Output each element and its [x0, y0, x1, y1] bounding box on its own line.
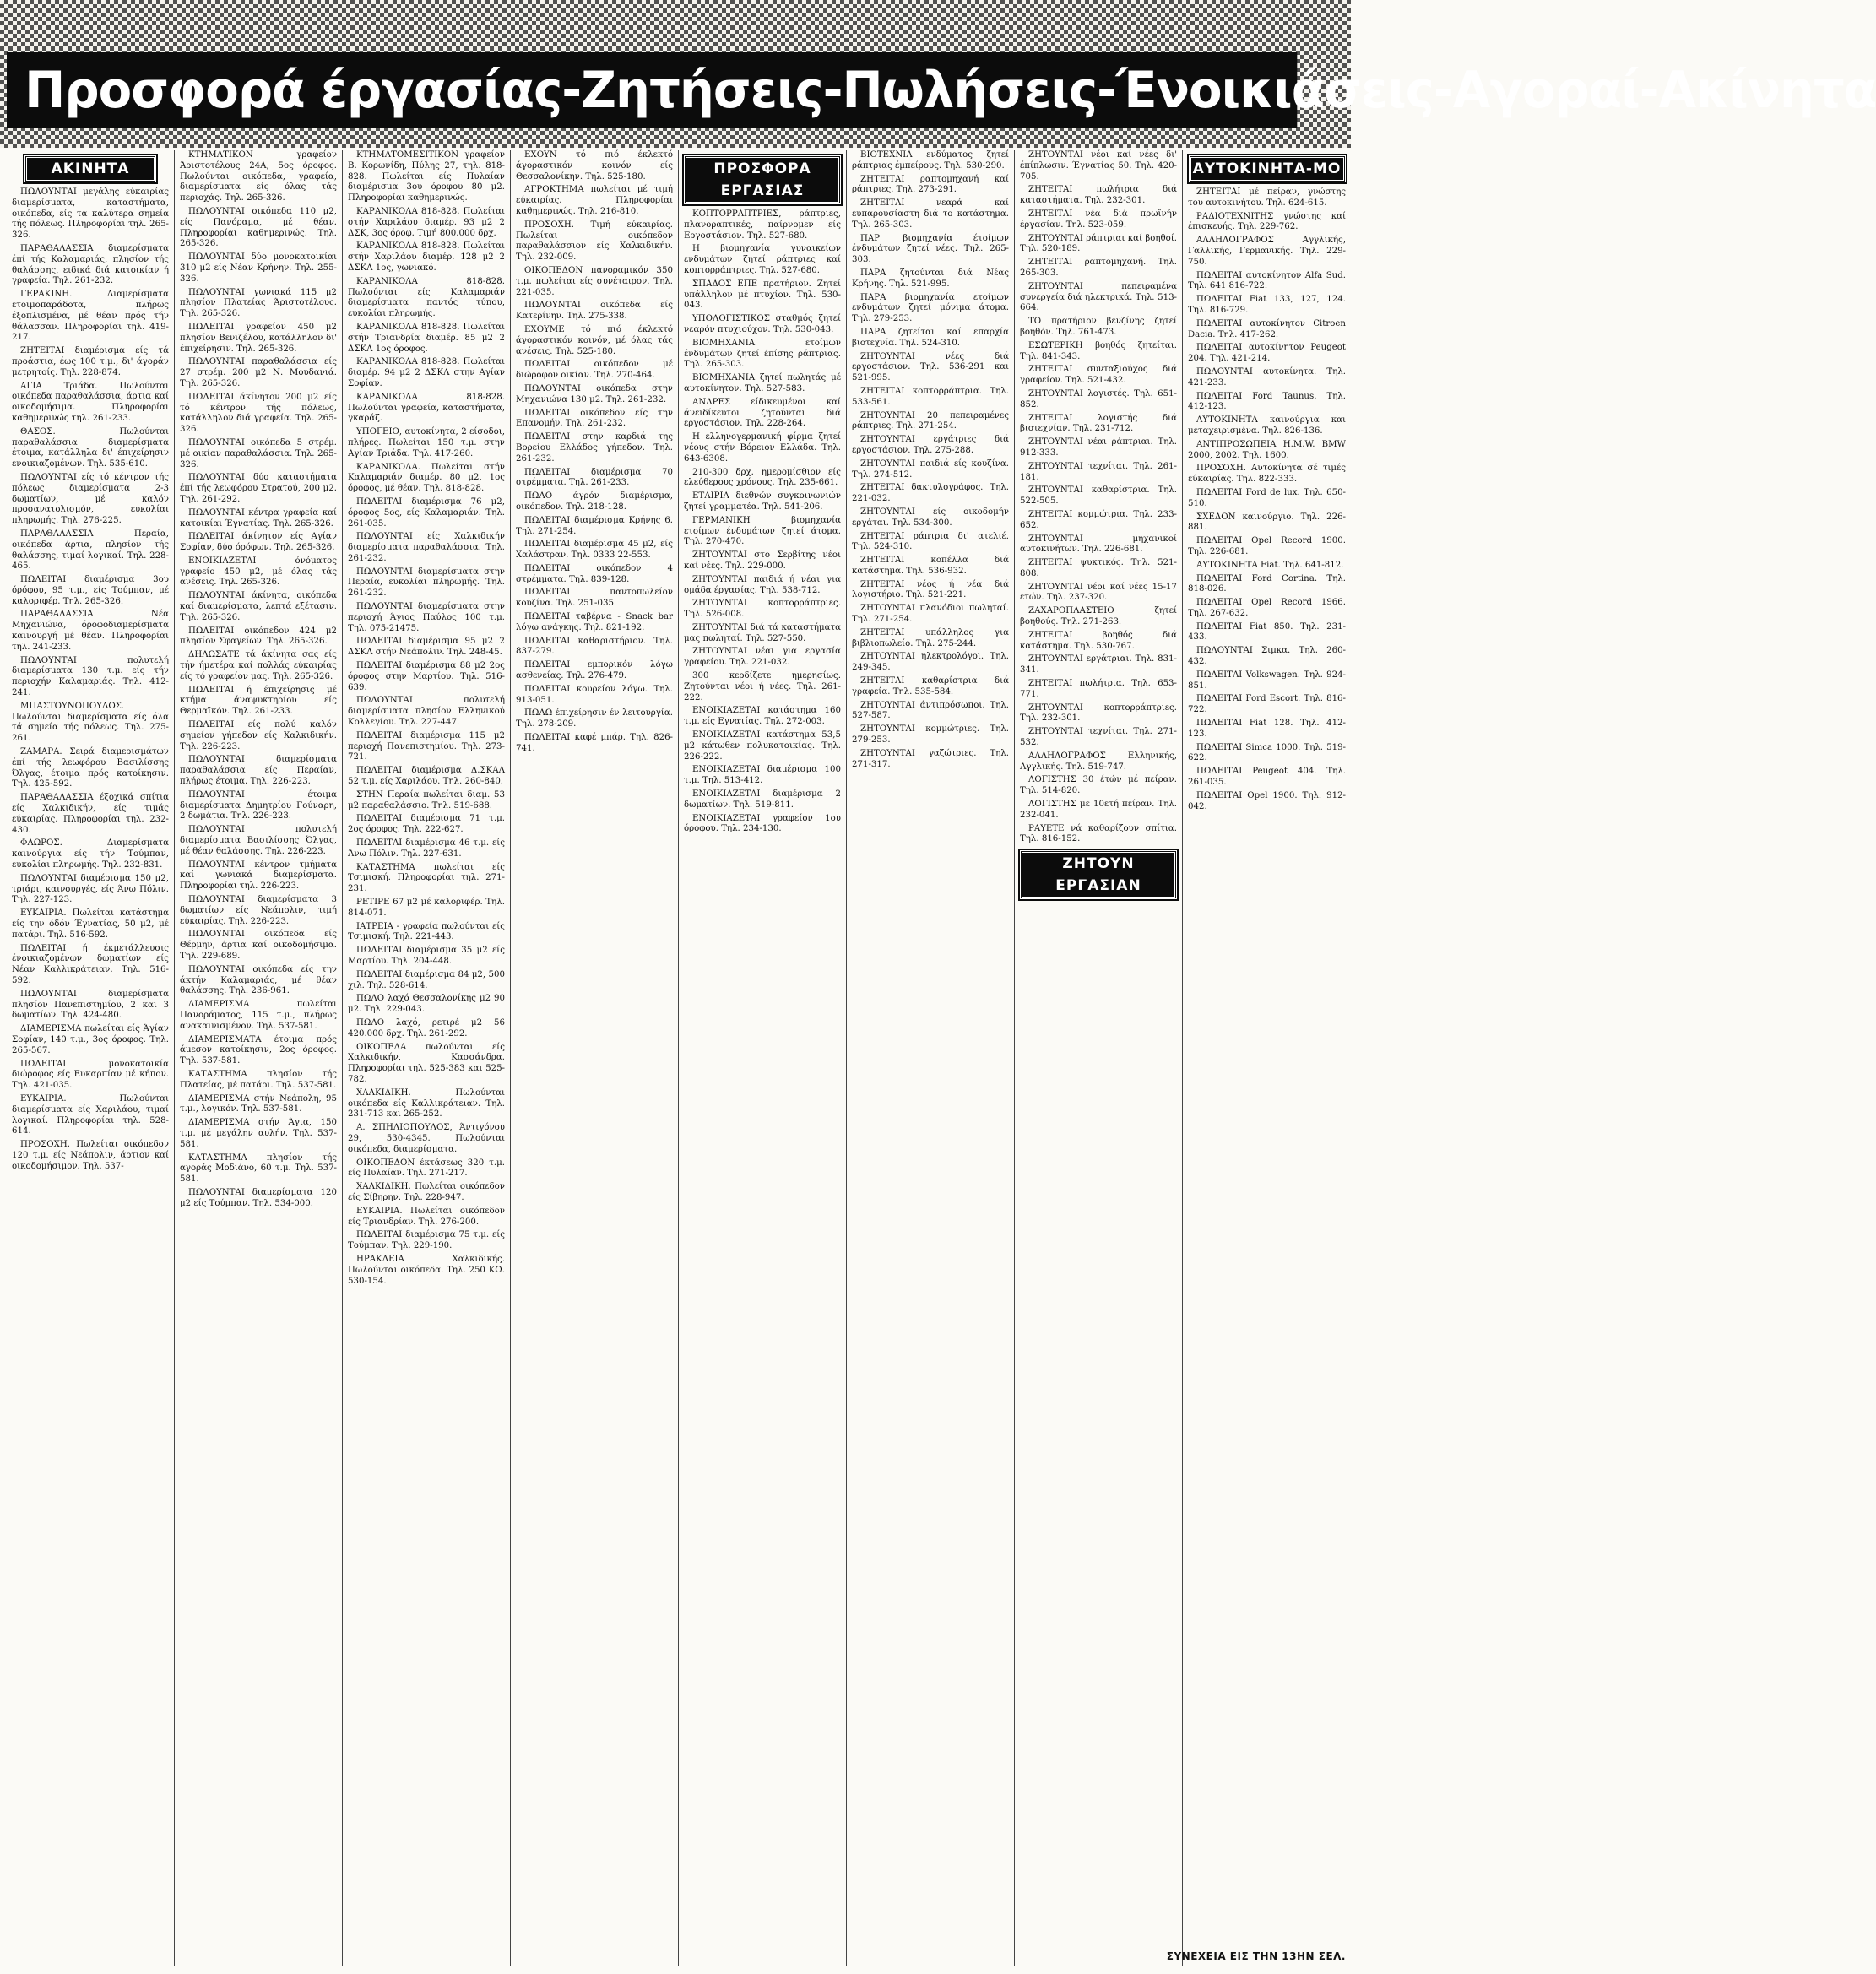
column-2 — [175, 150, 343, 1966]
classified-ad: ΠΩΛΟ λαχό Θεσσαλονίκης μ2 90 μ2. Τηλ. 229-043. — [348, 994, 505, 1015]
classified-ad: ΡΕΤΙΡΕ 67 μ2 μέ καλοριφέρ. Τηλ. 814-071. — [348, 898, 505, 918]
classified-ad: ΠΑΡ' βιομηχανία έτοίμων ένδυμάτων ζητεί νέες. Τηλ. 265-303. — [852, 233, 1009, 265]
classified-ad: ΚΑΡΑΝΙΚΟΛΑ 818-828. Πωλούνται είς Καλαμαριάν διαμερίσματα παντός τύπου, ευκολίαι πληρωμής. — [348, 276, 505, 319]
classified-ad: ΕΧΟΥΜΕ τό πιό έκλεκτό άγοραστικόν κοινόν, μέ όλας τάς ανέσεις. Τηλ. 525-180. — [516, 324, 673, 356]
classified-ad: ΠΩΛΕΙΤΑΙ διαμέρισμα 75 τ.μ. είς Τούμπαν. Τηλ. 229-190. — [348, 1230, 505, 1251]
column-1 — [7, 150, 175, 1966]
classified-ad: ΖΗΤΟΥΝΤΑΙ νέοι καί νέες 15-17 ετών. Τηλ. 237-320. — [1020, 582, 1177, 603]
classified-ad: ΖΗΤΟΥΝΤΑΙ είς οικοδομήν εργάται. Τηλ. 534-300. — [852, 507, 1009, 528]
classified-ad: ΤΟ πρατήριον βενζίνης ζητεί βοηθόν. Τηλ. 761-473. — [1020, 317, 1177, 337]
column-items — [684, 209, 841, 835]
column-7 — [1015, 150, 1183, 1966]
classified-ad: ΕΥΚΑΙΡΙΑ. Πωλείται οικόπεδον είς Τριανδρίαν. Τηλ. 276-200. — [348, 1206, 505, 1227]
classified-ad: ΖΗΤΕΙΤΑΙ ράπτρια δι' ατελιέ. Τηλ. 524-310. — [852, 531, 1009, 552]
classified-ad: ΖΗΤΕΙΤΑΙ ψυκτικός. Τηλ. 521-808. — [1020, 558, 1177, 578]
classified-ad: ΒΙΟΤΕΧΝΙΑ ενδύματος ζητεί ράπτριας έμπείρους. Τηλ. 530-290. — [852, 150, 1009, 171]
classified-ad: ΖΗΤΟΥΝΤΑΙ κοπτορράπτριες. Τηλ. 526-008. — [684, 599, 841, 620]
classified-ad: ΠΩΛΕΙΤΑΙ διαμέρισμα 46 τ.μ. είς Άνω Πόλιν. Τηλ. 227-631. — [348, 838, 505, 859]
classified-ad: ΖΗΤΟΥΝΤΑΙ καθαρίστρια. Τηλ. 522-505. — [1020, 485, 1177, 507]
classified-ad: ΖΗΤΟΥΝΤΑΙ νέαι για εργασία γραφείου. Τηλ. 221-032. — [684, 647, 841, 668]
classified-ad: ΠΩΛΕΙΤΑΙ διαμέρισμα 70 στρέμματα. Τηλ. 261-233. — [516, 467, 673, 488]
classified-ad: ΠΩΛΟΥΝΤΑΙ διαμερίσματα 3 δωματίων είς Νεάπολιν, τιμή εύκαιρίας. Τηλ. 226-223. — [180, 895, 337, 926]
section-heading-zitoun-ergasian: ΖΗΤΟΥΝ ΕΡΓΑΣΙΑΝ — [1020, 850, 1177, 899]
classified-ad: ΠΩΛΕΙΤΑΙ διαμέρισμα 95 μ2 2 ΔΣΚΛ στήν Νεάπολιν. Τηλ. 248-45. — [348, 637, 505, 658]
classified-ad: ΠΩΛΕΙΤΑΙ Peugeot 404. Τηλ. 261-035. — [1188, 767, 1346, 788]
column-3 — [343, 150, 511, 1966]
classified-ad: ΜΠΑΣΤΟΥΝΟΠΟΥΛΟΣ. Πωλούνται διαμερίσματα είς όλα τά σημεία τής πόλεως. Τηλ. 275-261. — [12, 701, 169, 744]
classified-ad: ΟΙΚΟΠΕΔΑ πωλούνται είς Χαλκιδικήν, Κασσάνδρα. Πληροφορίαι τηλ. 525-383 και 525-782. — [348, 1042, 505, 1084]
classified-ad: ΠΩΛΟ λαχό, ρετιρέ μ2 56 420.000 δρχ. Τηλ. 261-292. — [348, 1017, 505, 1039]
continuation-note: ΣΥΝΕΧΕΙΑ ΕΙΣ ΤΗΝ 13ΗΝ ΣΕΛ. — [1166, 1950, 1346, 1962]
classified-ad: ΖΗΤΟΥΝΤΑΙ τεχνίται. Τηλ. 261-181. — [1020, 461, 1177, 482]
section-heading-akinita: ΑΚΙΝΗΤΑ — [24, 155, 156, 182]
classified-ad: ΠΡΟΣΟΧΗ. Τιμή εύκαιρίας. Πωλείται οικόπεδον παραθαλάσσιον είς Χαλκιδικήν. Τηλ. 232-009. — [516, 220, 673, 263]
classified-ad: 210-300 δρχ. ημερομίσθιον είς ελεύθερους χρόνους. Τηλ. 235-661. — [684, 467, 841, 488]
classified-ad: ΠΩΛΟΥΝΤΑΙ παραθαλάσσια είς 27 στρέμ. 200 μ2 Ν. Μουδανιά. Τηλ. 265-326. — [180, 357, 337, 388]
classified-ad: ΠΩΛΟΥΝΤΑΙ μεγάλης εύκαιρίας διαμερίσματα, καταστήματα, οικόπεδα, είς τα καλύτερα σημεία τής πόλεως. Πληροφορίαι τηλ. 265-326. — [12, 187, 169, 241]
classified-ad: ΖΗΤΕΙΤΑΙ δακτυλογράφος. Τηλ. 221-032. — [852, 483, 1009, 504]
classified-ad: ΥΠΟΛΟΓΙΣΤΙΚΟΣ σταθμός ζητεί νεαρόν πτυχιούχον. Τηλ. 530-043. — [684, 314, 841, 334]
classified-ad: ΖΗΤΟΥΝΤΑΙ παιδιά είς κουζίνα. Τηλ. 274-512. — [852, 458, 1009, 480]
classified-ad: ΖΗΤΟΥΝΤΑΙ πλανόδιοι πωληταί. Τηλ. 271-254. — [852, 604, 1009, 625]
classified-ad: ΖΗΤΕΙΤΑΙ βοηθός διά κατάστημα. Τηλ. 530-767. — [1020, 630, 1177, 651]
classified-ad: ΖΗΤΟΥΝΤΑΙ παιδιά ή νέαι για ομάδα έργασίας. Τηλ. 538-712. — [684, 574, 841, 595]
classified-ad: ΖΗΤΟΥΝΤΑΙ γαζώτριες. Τηλ. 271-317. — [852, 748, 1009, 769]
classified-ad: ΠΩΛΟΥΝΤΑΙ διαμερίσματα στην περιοχή Άγιος Παύλος 100 τ.μ. Τηλ. 075-21475. — [348, 602, 505, 633]
page-banner-title: Προσφορά έργασίας-Ζητήσεις-Πωλήσεις-Ένοικιάσεις-Αγοραί-Ακίνητα — [7, 52, 1297, 128]
classified-ad: ΚΑΡΑΝΙΚΟΛΑ 818-828. Πωλείται στήν Χαριλάου διαμέρ. 93 μ2 2 ΔΣΚ, 3ος όροφ. Τιμή 800.000 δρχ. — [348, 206, 505, 238]
classified-ad: ΕΝΟΙΚΙΑΖΕΤΑΙ γραφείον 1ου όροφου. Τηλ. 234-130. — [684, 813, 841, 834]
column-6 — [847, 150, 1015, 1966]
classified-ad: ΚΑΡΑΝΙΚΟΛΑ 818-828. Πωλείται στήν Τριανδρία διαμέρ. 85 μ2 2 ΔΣΚΛ 1ος όροφος. — [348, 322, 505, 354]
classified-ad: ΠΩΛΟΥΝΤΑΙ διαμερίσματα παραθαλάσσια είς Περαίαν, πλήρως έτοιμα. Τηλ. 226-223. — [180, 755, 337, 787]
classified-ad: ΖΗΤΟΥΝΤΑΙ νέοι καί νέες δι' έπίπλωσιν. Έγνατίας 50. Τηλ. 420-705. — [1020, 150, 1177, 182]
classified-ad: ΖΗΤΕΙΤΑΙ νέα διά πρωϊνήν έργασίαν. Τηλ. 523-059. — [1020, 209, 1177, 230]
classified-ad: ΠΩΛΕΙΤΑΙ Fiat 850. Τηλ. 231-433. — [1188, 621, 1346, 643]
classified-ad: ΠΩΛΕΙΤΑΙ διαμέρισμα 45 μ2, είς Χαλάστραν. Τηλ. 0333 22-553. — [516, 540, 673, 561]
classified-ad: ΑΝΔΡΕΣ είδικευμένοι καί άνειδίκευτοι ζητούνται διά εργοστάσιον. Τηλ. 228-264. — [684, 397, 841, 429]
classified-ad: ΚΑΤΑΣΤΗΜΑ πωλείται είς Τσιμισκή. Πληροφορίαι τηλ. 271-231. — [348, 862, 505, 894]
classified-ad: ΖΗΤΕΙΤΑΙ ραπτομηχανή καί ράπτριες. Τηλ. 273-291. — [852, 174, 1009, 195]
classified-ad: ΣΧΕΔΟΝ καινούργιο. Τηλ. 226-881. — [1188, 512, 1346, 533]
classified-ad: ΠΩΛΟΥΝΤΑΙ οικόπεδα 110 μ2, είς Πανόραμα, μέ θέαν. Πληροφορίαι καθημερινώς. Τηλ. 265-326. — [180, 206, 337, 249]
classified-ad: ΒΙΟΜΗΧΑΝΙΑ ετοίμων ένδυμάτων ζητεί έπίσης ράπτριας. Τηλ. 265-303. — [684, 338, 841, 370]
classified-ad: ΠΩΛΟΥΝΤΑΙ έτοιμα διαμερίσματα Δημητρίου Γούναρη, 2 δωμάτια. Τηλ. 226-223. — [180, 789, 337, 822]
classified-ad: ΖΗΤΟΥΝΤΑΙ διά τά καταστήματα μας πωληταί. Τηλ. 527-550. — [684, 622, 841, 643]
classified-ad: ΠΩΛΟΥΝΤΑΙ είς τό κέντρον τής πόλεως διαμερίσματα 2-3 δωματίων, μέ καλόν προσανατολισμόν, ευκολίαι πληρωμής. Τηλ. 276-225. — [12, 472, 169, 526]
classified-ad: ΑΥΤΟΚΙΝΗΤΑ Fiat. Τηλ. 641-812. — [1196, 560, 1344, 570]
classified-ad: ΧΑΛΚΙΔΙΚΗ. Πωλείται οικόπεδον είς Σίβηρην. Τηλ. 228-947. — [348, 1182, 505, 1202]
classified-ad: ΠΩΛΕΙΤΑΙ ή έκμετάλλευσις ένοικιαζομένων δωματίων είς Νέαν Καλλικράτειαν. Τηλ. 516-592. — [12, 943, 169, 985]
classified-ad: ΠΩΛΕΙΤΑΙ διαμέρισμα Δ.ΣΚΑΛ 52 τ.μ. είς Χαριλάου. Τηλ. 260-840. — [348, 766, 505, 787]
classified-ad: ΠΩΛΟΥΝΤΑΙ πολυτελή διαμερίσματα Βασιλίσσης Όλγας, μέ θέαν θαλάσσης. Τηλ. 226-223. — [180, 825, 337, 856]
classified-ad: ΠΩΛΟΥΝΤΑΙ δύο μονοκατοικίαι 310 μ2 είς Νέαν Κρήνην. Τηλ. 255-326. — [180, 252, 337, 284]
classified-ad: ΖΗΤΕΙΤΑΙ υπάλληλος για βιβλιοπωλείο. Τηλ. 275-244. — [852, 627, 1009, 648]
classified-ad: ΠΩΛΕΙΤΑΙ οικόπεδον είς την Επανομήν. Τηλ. 261-232. — [516, 408, 673, 429]
classified-ad: ΖΗΤΕΙΤΑΙ νεαρά καί ευπαρουσίαστη διά το κατάστημα. Τηλ. 265-303. — [852, 198, 1009, 230]
column-items — [1020, 150, 1177, 845]
classified-ad: ΣΠΑΔΟΣ ΕΠΕ πρατήριον. Ζητεί υπάλληλον μέ πτυχίον. Τηλ. 530-043. — [684, 279, 841, 311]
classified-ad: ΠΩΛΕΙΤΑΙ αυτοκίνητον Citroen Dacia. Τηλ. 417-262. — [1188, 318, 1346, 339]
classified-ad: ΖΗΤΕΙΤΑΙ κοπέλλα διά κατάστημα. Τηλ. 536-932. — [852, 556, 1009, 576]
classified-ad: ΠΩΛΕΙΤΑΙ Ford de lux. Τηλ. 650-510. — [1188, 487, 1346, 508]
classified-ad: ΑΝΤΙΠΡΟΣΩΠΕΙΑ Η.Μ.W. BMW 2000, 2002. Τηλ. 1600. — [1188, 439, 1346, 460]
classified-ad: ΠΩΛΕΙΤΑΙ Volkswagen. Τηλ. 924-851. — [1188, 670, 1346, 691]
classified-ad: ΠΩΛΕΙΤΑΙ Ford Escort. Τηλ. 816-722. — [1188, 694, 1346, 715]
classified-ad: Η βιομηχανία γυναικείων ενδυμάτων ζητεί ράπτριες καί κοπτορράπτριες. Τηλ. 527-680. — [684, 244, 841, 275]
classified-ad: ΖΗΤΕΙΤΑΙ νέος ή νέα διά λογιστήριο. Τηλ. 521-221. — [852, 579, 1009, 600]
classified-ad: ΠΑΡΑΘΑΛΑΣΣΙΑ Περαία, οικόπεδα άρτια, πλησίον τής θαλάσσης, τιμαί λογικαί. Τηλ. 228-465. — [12, 529, 169, 572]
classified-ad: ΓΕΡΜΑΝΙΚΗ βιομηχανία ετοίμων ένδυμάτων ζητεί άτομα. Τηλ. 270-470. — [684, 515, 841, 547]
classified-ad: ΖΗΤΕΙΤΑΙ λογιστής διά βιοτεχνίαν. Τηλ. 231-712. — [1020, 413, 1177, 434]
classified-ad: ΠΩΛΩ έπιχείρησιν έν λειτουργία. Τηλ. 278-209. — [516, 708, 673, 729]
classified-ad: ΛΟΓΙΣΤΗΣ 30 έτών μέ πείραν. Τηλ. 514-820. — [1020, 775, 1177, 796]
classified-ad: ΠΩΛΕΙΤΑΙ Opel Record 1966. Τηλ. 267-632. — [1188, 598, 1346, 618]
classified-ad: ΠΩΛΕΙΤΑΙ Opel Record 1900. Τηλ. 226-681. — [1188, 536, 1346, 556]
classified-ad: ΠΩΛΟΥΝΤΑΙ οικόπεδα είς Θέρμην, άρτια καί οικοδομήσιμα. Τηλ. 229-689. — [180, 930, 337, 961]
classified-ad: ΠΩΛΟΥΝΤΑΙ οικόπεδα 5 στρέμ. μέ οικίαν παραθαλάσσια. Τηλ. 265-326. — [180, 437, 337, 469]
classified-ad: ΠΡΟΣΟΧΗ. Αυτοκίνητα σέ τιμές εύκαιρίας. Τηλ. 822-333. — [1188, 464, 1346, 485]
classified-ad: ΠΩΛΕΙΤΑΙ εμπορικόν λόγω ασθενείας. Τηλ. 276-479. — [516, 660, 673, 681]
classified-ad: ΡΑΥΕΤΕ νά καθαρίζουν σπίτια. Τηλ. 816-152. — [1020, 823, 1177, 844]
section-heading-prosfora-ergasias: ΠΡΟΣΦΟΡΑ ΕΡΓΑΣΙΑΣ — [684, 155, 841, 204]
classified-ad: ΠΩΛΕΙΤΑΙ διαμέρισμα 35 μ2 είς Μαρτίου. Τηλ. 204-448. — [348, 946, 505, 966]
classified-ad: ΠΩΛΕΙΤΑΙ αυτοκίνητον Alfa Sud. Τηλ. 641 816-722. — [1188, 270, 1346, 291]
classified-ad: ΠΩΛΟΥΝΤΑΙ διαμερίσματα 120 μ2 είς Τούμπαν. Τηλ. 534-000. — [180, 1187, 337, 1208]
classified-ad: ΔΙΑΜΕΡΙΣΜΑ πωλείται Πανοράματος, 115 τ.μ., πλήρως ανακαινισμένον. Τηλ. 537-581. — [180, 1000, 337, 1031]
classified-ad: ΦΛΩΡΟΣ. Διαμερίσματα καινούργια είς τήν Τούμπαν, ευκολίαι πληρωμής. Τηλ. 232-831. — [12, 838, 169, 870]
classified-ad: ΠΑΡΑ βιομηχανία ετοίμων ενδυμάτων ζητεί μόνιμα άτομα. Τηλ. 279-253. — [852, 292, 1009, 324]
classified-ad: 300 κερδίζετε ημερησίως. Ζητούνται νέοι ή νέες. Τηλ. 261-222. — [684, 671, 841, 702]
classified-ad: Η ελληνογερμανική φίρμα ζητεί νέους στήν Βόρειον Ελλάδα. Τηλ. 643-6308. — [684, 432, 841, 464]
classified-ad: ΕΥΚΑΙΡΙΑ. Πωλούνται διαμερίσματα είς Χαριλάου, τιμαί λογικαί. Πληροφορίαι τηλ. 528-614. — [12, 1093, 169, 1136]
classified-ad: ΔΙΑΜΕΡΙΣΜΑ στήν Άγια, 150 τ.μ. μέ μεγάλην αυλήν. Τηλ. 537-581. — [180, 1118, 337, 1149]
classified-ad: ΖΗΤΟΥΝΤΑΙ εργάτριες διά εργοστάσιον. Τηλ. 275-288. — [852, 435, 1009, 455]
classified-ad: ΖΗΤΟΥΝΤΑΙ εργάτριαι. Τηλ. 831-341. — [1020, 654, 1177, 675]
classified-ad: ΠΩΛΕΙΤΑΙ οικόπεδον 424 μ2 πλησίον Σφαγείων. Τηλ. 265-326. — [180, 626, 337, 647]
classified-ad: ΚΑΡΑΝΙΚΟΛΑ 818-828. Πωλείται στήν Χαριλάου διαμέρ. 128 μ2 2 ΔΣΚΛ 1ος, γωνιακό. — [348, 241, 505, 273]
classified-ad: ΠΩΛΕΙΤΑΙ καθαριστήριον. Τηλ. 837-279. — [516, 636, 673, 657]
classified-ad: ΖΗΤΟΥΝΤΑΙ νέες διά εργοστάσιον. Τηλ. 536-291 και 521-995. — [852, 351, 1009, 383]
classified-ad: ΕΝΟΙΚΙΑΖΕΤΑΙ διαμέρισμα 2 δωματίων. Τηλ. 519-811. — [684, 789, 841, 810]
classified-ad: ΚΑΡΑΝΙΚΟΛΑ. Πωλείται στήν Καλαμαριάν διαμέρ. 80 μ2, 1ος όροφος, μέ θέαν. Τηλ. 818-828. — [348, 462, 505, 494]
classified-ad: ΠΩΛΕΙΤΑΙ διαμέρισμα 115 μ2 περιοχή Πανεπιστημίου. Τηλ. 273-721. — [348, 730, 505, 762]
classified-ad: ΠΩΛΕΙΤΑΙ οικόπεδον μέ διώροφον οικίαν. Τηλ. 270-464. — [516, 360, 673, 381]
classified-ad: ΛΟΓΙΣΤΗΣ με 10ετή πείραν. Τηλ. 232-041. — [1020, 800, 1177, 820]
classified-ad: ΠΩΛΕΙΤΑΙ στην καρδιά της Βορείου Ελλάδος γήπεδον. Τηλ. 261-232. — [516, 432, 673, 464]
column-4 — [511, 150, 679, 1966]
classified-ad: ΑΥΤΟΚΙΝΗΤΑ καινούργια και μεταχειρισμένα. Τηλ. 826-136. — [1188, 415, 1346, 436]
classified-ad: ΕΝΟΙΚΙΑΖΕΤΑΙ όνόματος γραφείο 450 μ2, μέ όλας τάς ανέσεις. Τηλ. 265-326. — [180, 556, 337, 588]
classified-ad: ΚΑΡΑΝΙΚΟΛΑ 818-828. Πωλείται διαμέρ. 94 μ2 2 ΔΣΚΛ στην Αγίαν Σοφίαν. — [348, 357, 505, 388]
classified-ad: ΠΩΛΕΙΤΑΙ καφέ μπάρ. Τηλ. 826-741. — [516, 733, 673, 753]
column-items — [12, 187, 169, 1173]
classified-ad: ΖΑΧΑΡΟΠΛΑΣΤΕΙΟ ζητεί βοηθούς. Τηλ. 271-263. — [1020, 606, 1177, 627]
classified-ad: ΠΩΛΕΙΤΑΙ διαμέρισμα 71 τ.μ. 2ος όροφος. Τηλ. 222-627. — [348, 814, 505, 835]
classified-ad: ΓΕΡΑΚΙΝΗ. Διαμερίσματα ετοιμοπαράδοτα, πλήρως έξοπλισμένα, μέ θέαν πρός τήν θάλασσαν. Πληροφορίαι τηλ. 419-217. — [12, 290, 169, 343]
classified-ad: ΠΩΛΕΙΤΑΙ διαμέρισμα 84 μ2, 500 χιλ. Τηλ. 528-614. — [348, 969, 505, 990]
classified-ad: ΠΩΛΕΙΤΑΙ κουρείον λόγω. Τηλ. 913-051. — [516, 684, 673, 705]
classified-ad: ΖΗΤΕΙΤΑΙ καθαρίστρια διά γραφεία. Τηλ. 535-584. — [852, 676, 1009, 697]
section-heading-aytokinita: ΑΥΤΟΚΙΝΗΤΑ-ΜΟ — [1189, 155, 1346, 182]
classified-ad: ΠΩΛΕΙΤΑΙ άκίνητον 200 μ2 είς τό κέντρον τής πόλεως, κατάλληλον διά γραφεία. Τηλ. 265-326. — [180, 392, 337, 435]
classified-ad: ΖΑΜΑΡΑ. Σειρά διαμερισμάτων έπί τής λεωφόρου Βασιλίσσης Όλγας, έτοιμα πρός κατοίκησιν. Τηλ. 425-592. — [12, 747, 169, 789]
classified-ad: ΠΩΛΕΙΤΑΙ αυτοκίνητον Peugeot 204. Τηλ. 421-214. — [1188, 343, 1346, 364]
classified-ad: ΖΗΤΟΥΝΤΑΙ ηλεκτρολόγοι. Τηλ. 249-345. — [852, 652, 1009, 673]
classified-ad: ΠΩΛΕΙΤΑΙ Simca 1000. Τηλ. 519-622. — [1188, 742, 1346, 763]
column-items — [852, 150, 1009, 770]
classified-ad: ΕΣΩΤΕΡΙΚΗ βοηθός ζητείται. Τηλ. 841-343. — [1020, 340, 1177, 361]
classified-ad: ΠΩΛΟΥΝΤΑΙ άκίνητα, οικόπεδα καί διαμερίσματα, λεπτά εξέτασιν. Τηλ. 265-326. — [180, 591, 337, 622]
classified-ad: ΖΗΤΕΙΤΑΙ ραπτομηχανή. Τηλ. 265-303. — [1020, 258, 1177, 278]
classified-ad: ΡΑΔΙΟΤΕΧΝΙΤΗΣ γνώστης καί έπισκευής. Τηλ. 229-762. — [1188, 211, 1346, 232]
column-items — [516, 150, 673, 755]
classified-ad: ΖΗΤΕΙΤΑΙ κοπτορράπτρια. Τηλ. 533-561. — [852, 386, 1009, 407]
classified-ad: ΠΩΛΕΙΤΑΙ είς πολύ καλόν σημείον γήπεδον είς Χαλκιδικήν. Τηλ. 226-223. — [180, 720, 337, 751]
classified-ad: ΖΗΤΕΙΤΑΙ μέ πείραν, γνώστης του αυτοκινήτου. Τηλ. 624-615. — [1188, 187, 1346, 208]
classified-ad: ΖΗΤΟΥΝΤΑΙ μηχανικοί αυτοκινήτων. Τηλ. 226-681. — [1020, 534, 1177, 555]
classified-ad: ΖΗΤΟΥΝΤΑΙ 20 πεπειραμένες ράπτριες. Τηλ. 271-254. — [852, 410, 1009, 431]
classified-ad: ΕΝΟΙΚΙΑΖΕΤΑΙ κατάστημα 53,5 μ2 κάτωθεν πολυκατοικίας. Τηλ. 226-222. — [684, 730, 841, 762]
classified-ad: Α. ΣΠΗΛΙΟΠΟΥΛΟΣ, Άντιγόνου 29, 530-4345. Πωλούνται οικόπεδα, διαμερίσματα. — [348, 1123, 505, 1154]
classified-ad: ΖΗΤΕΙΤΑΙ πωλήτρια διά καταστήματα. Τηλ. 232-301. — [1020, 185, 1177, 206]
classified-ad: ΠΩΛΕΙΤΑΙ γραφείον 450 μ2 πλησίον Βενιζέλου, κατάλληλον δι' έπιχείρησιν. Τηλ. 265-326. — [180, 322, 337, 354]
classified-ad: ΙΑΤΡΕΙΑ - γραφεία πωλούνται είς Τσιμισκή. Τηλ. 221-443. — [348, 921, 505, 942]
classified-ad: ΖΗΤΟΥΝΤΑΙ στο Σερβίτης νέοι καί νέες. Τηλ. 229-000. — [684, 550, 841, 571]
classified-ad: ΕΝΟΙΚΙΑΖΕΤΑΙ κατάστημα 160 τ.μ. είς Εγνατίας. Τηλ. 272-003. — [684, 706, 841, 727]
classified-ad: ΠΩΛΟΥΝΤΑΙ δύο καταστήματα έπί τής λεωφόρου Στρατού, 200 μ2. Τηλ. 261-292. — [180, 473, 337, 504]
classified-ad: ΠΩΛΟΥΝΤΑΙ πολυτελή διαμερίσματα πλησίον Ελληνικού Κολλεγίου. Τηλ. 227-447. — [348, 696, 505, 728]
classified-ad: ΖΗΤΕΙΤΑΙ κομμώτρια. Τηλ. 233-652. — [1020, 509, 1177, 530]
classified-ad: ΚΟΠΤΟΡΡΑΠΤΡΙΕΣ, ράπτριες, πλανοραπτικές, παίρνομεν είς Εργοστάσιον. Τηλ. 527-680. — [684, 209, 841, 241]
classified-ad: ΖΗΤΟΥΝΤΑΙ κομμώτριες. Τηλ. 279-253. — [852, 724, 1009, 746]
classified-ad: ΠΡΟΣΟΧΗ. Πωλείται οικόπεδον 120 τ.μ. είς Νεάπολιν, άρτιον καί οικοδομήσιμον. Τηλ. 537- — [12, 1140, 169, 1171]
classified-ad: ΠΩΛΟΥΝΤΑΙ κέντρον τμήματα καί γωνιακά διαμερίσματα. Πληροφορίαι τηλ. 226-223. — [180, 860, 337, 892]
classified-ad: ΠΩΛΕΙΤΑΙ Fiat 128. Τηλ. 412-123. — [1188, 719, 1346, 739]
classified-ad: ΠΩΛΟΥΝΤΑΙ οικόπεδα είς την άκτήν Καλαμαριάς, μέ θέαν θαλάσσης. Τηλ. 236-961. — [180, 964, 337, 996]
classified-ad: ΒΙΟΜΗΧΑΝΙΑ ζητεί πωλητάς μέ αυτοκίνητον. Τηλ. 527-583. — [684, 373, 841, 393]
classified-ad: ΠΑΡΑΘΑΛΑΣΣΙΑ διαμερίσματα έπί τής Καλαμαριάς, πλησίον τής θαλάσσης, ειδικά διά κατοικίαν ή γραφεία. Τηλ. 261-232. — [12, 243, 169, 286]
classified-ad: ΖΗΤΕΙΤΑΙ πωλήτρια. Τηλ. 653-771. — [1020, 679, 1177, 699]
classified-ad: ΖΗΤΟΥΝΤΑΙ τεχνίται. Τηλ. 271-532. — [1020, 727, 1177, 748]
classified-ad: ΠΩΛΕΙΤΑΙ μονοκατοικία διώροφος είς Ευκαρπίαν μέ κήπον. Τηλ. 421-035. — [12, 1059, 169, 1091]
classified-ad: ΠΩΛΕΙΤΑΙ παντοπωλείον κουζίνα. Τηλ. 251-035. — [516, 588, 673, 609]
column-items — [1188, 187, 1346, 812]
classified-ad: ΠΩΛΕΙΤΑΙ διαμέρισμα 88 μ2 2ος όροφος στην Μαρτίου. Τηλ. 516-639. — [348, 661, 505, 692]
classified-ad: ΚΤΗΜΑΤΙΚΟΝ γραφείον Άριστοτέλους 24Α, 5ος όροφος. Πωλούνται οικόπεδα, γραφεία, διαμερίσματα είς όλας τάς περιοχάς. Τηλ. 265-326. — [180, 150, 337, 203]
classified-ad: ΟΙΚΟΠΕΔΟΝ έκτάσεως 320 τ.μ. είς Πυλαίαν. Τηλ. 271-217. — [348, 1158, 505, 1179]
classified-ad: ΠΩΛΕΙΤΑΙ Ford Cortina. Τηλ. 818-026. — [1188, 573, 1346, 594]
classified-ad: ΚΑΡΑΝΙΚΟΛΑ 818-828. Πωλούνται γραφεία, καταστήματα, γκαράζ. — [348, 392, 505, 424]
classified-ad: ΚΤΗΜΑΤΟΜΕΣΙΤΙΚΟΝ γραφείον Β. Κορωνίδη, Πύλης 27, τηλ. 818-828. Πωλείται είς Πυλαίαν διαμέρισμα 3ου όροφου 80 μ2. Πληροφορίαι καθημερινώς. — [348, 150, 505, 203]
classified-ad: ΠΩΛΕΙΤΑΙ ή έπιχείρησις μέ κτήμα άναψυκτηρίου είς Θερμαϊκόν. Τηλ. 261-233. — [180, 685, 337, 717]
classified-ad: ΠΩΛΟΥΝΤΑΙ είς Χαλκιδικήν διαμερίσματα παραθαλάσσια. Τηλ. 261-232. — [348, 532, 505, 563]
classified-ad: ΑΛΛΗΛΟΓΡΑΦΟΣ Ελληνικής, Αγγλικής. Τηλ. 519-747. — [1020, 751, 1177, 772]
classified-ad: ΠΩΛΕΙΤΑΙ διαμέρισμα Κρήνης 6. Τηλ. 271-254. — [516, 515, 673, 536]
classified-ad: ΠΩΛΟΥΝΤΑΙ διαμέρισμα 150 μ2, τριάρι, καινουργές, είς Άνω Πόλιν. Τηλ. 227-123. — [12, 873, 169, 905]
classified-ad: ΕΧΟΥΝ τό πιό έκλεκτό άγοραστικόν κοινόν είς Θεσσαλονίκην. Τηλ. 525-180. — [516, 150, 673, 182]
classified-ad: ΠΩΛΟΥΝΤΑΙ γωνιακά 115 μ2 πλησίον Πλατείας Άριστοτέλους. Τηλ. 265-326. — [180, 287, 337, 319]
classified-ad: ΖΗΤΕΙΤΑΙ διαμέρισμα είς τά προάστια, έως 100 τ.μ., δι' άγοράν μετρητοίς. Τηλ. 228-874. — [12, 346, 169, 377]
classified-ad: ΖΗΤΟΥΝΤΑΙ κοπτορράπτριες. Τηλ. 232-301. — [1020, 702, 1177, 724]
classified-ad: ΖΗΤΟΥΝΤΑΙ ράπτριαι καί βοηθοί. Τηλ. 520-189. — [1020, 233, 1177, 254]
classified-ad: ΠΑΡΑΘΑΛΑΣΣΙΑ έξοχικά σπίτια είς Χαλκιδικήν, είς τιμάς εύκαιρίας. Πληροφορίαι τηλ. 232-430. — [12, 793, 169, 835]
column-8 — [1183, 150, 1351, 1966]
classified-ad: ΚΑΤΑΣΤΗΜΑ πλησίον τής Πλατείας, μέ πατάρι. Τηλ. 537-581. — [180, 1069, 337, 1090]
classified-ad: ΠΩΛΟΥΝΤΑΙ Σιμκα. Τηλ. 260-432. — [1188, 646, 1346, 667]
classified-ad: ΘΑΣΟΣ. Πωλούνται παραθαλάσσια διαμερίσματα έτοιμα, κατάλληλα δι' έπιχείρησιν ενοικιαζομένων. Τηλ. 535-610. — [12, 426, 169, 469]
classified-ad: ΕΝΟΙΚΙΑΖΕΤΑΙ διαμέρισμα 100 τ.μ. Τηλ. 513-412. — [684, 765, 841, 786]
classified-ad: ΥΠΟΓΕΙΟ, αυτοκίνητα, 2 είσοδοι, πλήρες. Πωλείται 150 τ.μ. στην Αγίαν Τριάδα. Τηλ. 417-260. — [348, 427, 505, 458]
classified-ad: ΖΗΤΕΙΤΑΙ συνταξιούχος διά γραφείον. Τηλ. 521-432. — [1020, 365, 1177, 386]
classified-ad: ΠΩΛΟ άγρόν διαμέρισμα, οικόπεδον. Τηλ. 218-128. — [516, 491, 673, 512]
classified-ad: ΧΑΛΚΙΔΙΚΗ. Πωλούνται οικόπεδα είς Καλλικράτειαν. Τηλ. 231-713 και 265-252. — [348, 1087, 505, 1120]
classified-ad: ΠΩΛΟΥΝΤΑΙ κέντρα γραφεία καί κατοικίαι Έγνατίας. Τηλ. 265-326. — [180, 507, 337, 529]
classified-ad: ΠΩΛΟΥΝΤΑΙ αυτοκίνητα. Τηλ. 421-233. — [1188, 366, 1346, 388]
classified-ad: ΖΗΤΟΥΝΤΑΙ νέαι ράπτριαι. Τηλ. 912-333. — [1020, 437, 1177, 458]
classified-ad: ΕΤΑΙΡΙΑ διεθνών συγκοινωνιών ζητεί γραμματέα. Τηλ. 541-206. — [684, 491, 841, 512]
classified-ad: ΠΩΛΟΥΝΤΑΙ διαμερίσματα πλησίον Πανεπιστημίου, 2 και 3 δωματίων. Τηλ. 424-480. — [12, 989, 169, 1021]
classified-ad: ΖΗΤΟΥΝΤΑΙ λογιστές. Τηλ. 651-852. — [1020, 388, 1177, 409]
classified-columns — [7, 150, 1351, 1966]
classified-ad: ΑΛΛΗΛΟΓΡΑΦΟΣ Αγγλικής, Γαλλικής, Γερμανικής. Τηλ. 229-750. — [1188, 236, 1346, 267]
classified-ad: ΚΑΤΑΣΤΗΜΑ πλησίον τής αγοράς Μοδιάνο, 60 τ.μ. Τηλ. 537-581. — [180, 1152, 337, 1185]
classified-ad: ΔΙΑΜΕΡΙΣΜΑ πωλείται είς Άγίαν Σοφίαν, 140 τ.μ., 3ος όροφος. Τηλ. 265-567. — [12, 1024, 169, 1055]
classified-ad: ΗΡΑΚΛΕΙΑ Χαλκιδικής. Πωλούνται οικόπεδα. Τηλ. 250 ΚΩ. 530-154. — [348, 1254, 505, 1286]
classified-ad: ΠΑΡΑ ζητείται καί επαρχία βιοτεχνία. Τηλ. 524-310. — [852, 327, 1009, 348]
classified-ad: ΑΓΡΟΚΤΗΜΑ πωλείται μέ τιμή εύκαιρίας. Πληροφορίαι καθημερινώς. Τηλ. 216-810. — [516, 185, 673, 216]
classified-ad: ΔΙΑΜΕΡΙΣΜΑ στήν Νεάπολη, 95 τ.μ., λογικόν. Τηλ. 537-581. — [180, 1093, 337, 1114]
classified-ad: ΠΑΡΑ ζητούνται διά Νέας Κρήνης. Τηλ. 521-995. — [852, 268, 1009, 289]
classified-ad: ΔΗΛΩΣΑΤΕ τά άκίνητα σας είς τήν ήμετέρα καί πολλάς εύκαιρίας είς τό γραφείον μας. Τηλ. 265-326. — [180, 650, 337, 681]
classified-ad: ΠΩΛΟΥΝΤΑΙ πολυτελή διαμερίσματα 130 τ.μ. είς τήν περιοχήν Καλαμαριάς. Τηλ. 412-241. — [12, 655, 169, 698]
classified-ad: ΠΩΛΕΙΤΑΙ διαμέρισμα 76 μ2, όροφος 5ος, είς Καλαμαριάν. Τηλ. 261-035. — [348, 496, 505, 529]
classified-ad: ΣΤΗΝ Περαία πωλείται διαμ. 53 μ2 παραθαλάσσιο. Τηλ. 519-688. — [348, 789, 505, 811]
classified-ad: ΠΩΛΕΙΤΑΙ οικόπεδον 4 στρέμματα. Τηλ. 839-128. — [516, 563, 673, 584]
classified-ad: ΠΑΡΑΘΑΛΑΣΣΙΑ Νέα Μηχανιώνα, όροφοδιαμερίσματα καινουργή μέ θέαν. Πληροφορίαι τηλ. 241-233. — [12, 610, 169, 652]
classified-ad: ΠΩΛΟΥΝΤΑΙ οικόπεδα στην Μηχανιώνα 130 μ2. Τηλ. 261-232. — [516, 383, 673, 404]
classified-ad: ΑΓΙΑ Τριάδα. Πωλούνται οικόπεδα παραθαλάσσια, άρτια καί οικοδομήσιμα. Πληροφορίαι καθημερινώς τηλ. 261-233. — [12, 381, 169, 423]
classified-ad: ΠΩΛΕΙΤΑΙ Opel 1900. Τηλ. 912-042. — [1188, 790, 1346, 811]
classified-ad: ΠΩΛΕΙΤΑΙ άκίνητον είς Αγίαν Σοφίαν, δύο όρόφων. Τηλ. 265-326. — [180, 532, 337, 553]
classified-ad: ΟΙΚΟΠΕΔΟΝ πανοραμικόν 350 τ.μ. πωλείται είς συνέταιρον. Τηλ. 221-035. — [516, 265, 673, 297]
classified-ad: ΠΩΛΕΙΤΑΙ ταβέρνα - Snack bar λόγω ανάγκης. Τηλ. 821-192. — [516, 612, 673, 632]
classified-ad: ΖΗΤΟΥΝΤΑΙ άντιπρόσωποι. Τηλ. 527-587. — [852, 700, 1009, 721]
classified-ad: ΖΗΤΟΥΝΤΑΙ πεπειραμένα συνεργεία διά ηλεκτρικά. Τηλ. 513-664. — [1020, 281, 1177, 313]
classified-ad: ΠΩΛΟΥΝΤΑΙ οικόπεδα είς Κατερίνην. Τηλ. 275-338. — [516, 301, 673, 322]
classified-ad: ΠΩΛΕΙΤΑΙ Ford Taunus. Τηλ. 412-123. — [1188, 391, 1346, 412]
column-items — [180, 150, 337, 1210]
classified-ad: ΕΥΚΑΙΡΙΑ. Πωλείται κατάστημα είς την όδόν Έγνατίας, 50 μ2, μέ πατάρι. Τηλ. 516-592. — [12, 908, 169, 940]
classified-ad: ΠΩΛΟΥΝΤΑΙ διαμερίσματα στην Περαία, ευκολίαι πληρωμής. Τηλ. 261-232. — [348, 567, 505, 599]
classified-ad: ΠΩΛΕΙΤΑΙ διαμέρισμα 3ου όρόφου, 95 τ.μ., είς Τούμπαν, μέ καλοριφέρ. Τηλ. 265-326. — [12, 575, 169, 606]
column-items — [348, 150, 505, 1287]
classified-ad: ΠΩΛΕΙΤΑΙ Fiat 133, 127, 124. Τηλ. 816-729. — [1188, 295, 1346, 315]
column-5 — [679, 150, 847, 1966]
classified-ad: ΔΙΑΜΕΡΙΣΜΑΤΑ έτοιμα πρός άμεσον κατοίκησιν, 2ος όροφος. Τηλ. 537-581. — [180, 1034, 337, 1066]
